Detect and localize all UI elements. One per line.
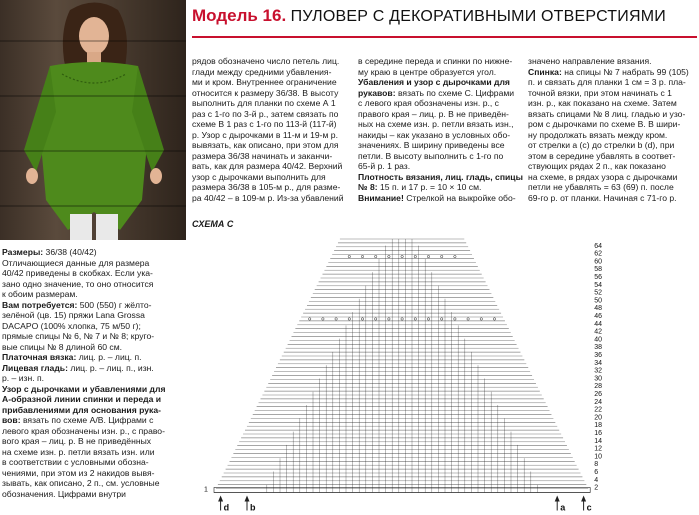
text-run: значениях. В ширину приведены все: [358, 140, 505, 150]
eyelet-mark: [401, 255, 403, 257]
row-number-label: 64: [594, 242, 602, 250]
text-run: на схеме, в рядах узора с дырочками: [528, 171, 678, 182]
row-number-label: 62: [594, 250, 602, 258]
eyelet-mark: [348, 255, 350, 257]
bold-term: вов:: [2, 415, 21, 425]
text-run: р. – изн. п.: [2, 373, 45, 383]
row-number-label: 20: [594, 414, 602, 422]
text-line: [528, 56, 698, 67]
text-run: вязать по схеме С. Цифрами: [395, 87, 515, 98]
right-text-column-a: [358, 56, 524, 203]
eyelet-mark: [309, 318, 311, 320]
text-run: ну продолжать вязать между кром.: [528, 129, 668, 140]
text-line: [2, 489, 192, 500]
text-line: [358, 77, 524, 88]
eyelet-mark: [427, 318, 429, 320]
text-line: [2, 447, 192, 458]
eyelet-mark: [454, 318, 456, 320]
text-line: [2, 247, 192, 258]
text-line: [358, 98, 524, 109]
text-run: с левого края обозначены изн. р., с: [358, 98, 499, 108]
eyelet-mark: [467, 318, 469, 320]
text-line: [528, 151, 698, 162]
eyelet-mark: [348, 318, 350, 320]
row-number-label: 40: [594, 336, 602, 344]
text-run: му краю в центре образуется угол.: [358, 66, 497, 77]
arrow-marker: [245, 496, 250, 502]
bold-term: рукавов:: [358, 87, 396, 98]
eyelet-mark: [375, 255, 377, 257]
text-line: [2, 352, 192, 363]
text-line: относится к размеру 36/38. В высоту: [192, 87, 339, 98]
text-line: узор с дырочками выполнить для: [192, 171, 326, 182]
text-run: точной вязки, при этом начинать с 1: [528, 87, 672, 98]
text-run: вязать по схеме А/В. Цифрами с: [20, 415, 154, 425]
text-run: вязать спицами № 8 лиц. гладью и узо-: [528, 108, 686, 119]
text-line: [2, 405, 192, 416]
row-number-label: 1: [204, 486, 208, 494]
text-line: [528, 182, 698, 193]
text-run: петли не убавлять = 63 (69) п. после: [528, 182, 674, 192]
row-number-label: 6: [594, 469, 599, 476]
bold-term: Лицевая гладь:: [2, 362, 68, 373]
arrow-label-b: b: [250, 502, 256, 513]
text-line: р. Узор с дырочками в 11-м и 19-м р.: [192, 129, 338, 140]
row-number-label: 36: [594, 352, 602, 359]
text-line: [528, 98, 698, 109]
eyelet-mark: [361, 318, 363, 320]
text-run: на схеме изн. р. петли вязать изн. или: [2, 446, 155, 457]
eyelet-mark: [414, 318, 416, 320]
text-line: ми и кром. Внутреннее ограничение: [192, 77, 337, 87]
text-line: вывязать, как описано, при этом для: [192, 140, 339, 150]
text-run: 500 (550) г жёлто-: [77, 299, 152, 310]
text-line: [2, 331, 192, 342]
row-number-label: 12: [594, 445, 602, 453]
arrow-label-a: a: [560, 502, 566, 513]
row-number-label: 56: [594, 274, 602, 281]
text-run: в середине переда и спинки по нижне-: [358, 56, 513, 66]
row-number-label: 30: [594, 375, 602, 383]
row-number-label: 2: [594, 484, 599, 492]
text-line: рядов обозначено число петель лиц.: [192, 56, 340, 66]
text-run: правого края – лиц. р. В не приведён-: [358, 108, 509, 119]
row-number-label: 46: [594, 313, 602, 320]
row-number-label: 54: [594, 281, 602, 289]
text-run: в соответствии с условными обозна-: [2, 457, 149, 467]
text-line: схеме В 1 раз с 1-го по 113-й (117-й): [192, 119, 337, 129]
row-number-label: 48: [594, 305, 602, 313]
text-line: [2, 384, 192, 395]
text-run: ствующих рядах 2 п., как показано: [528, 161, 666, 171]
right-text-column-b: [528, 56, 698, 203]
text-run: чениями, при этом из 2 накидов вывя-: [2, 467, 155, 478]
text-line: размера 36/38 начинать и заканчи-: [192, 150, 333, 161]
eyelet-mark: [388, 318, 390, 320]
text-line: [2, 457, 192, 468]
middle-text-column: [192, 56, 352, 203]
text-line: [358, 193, 524, 204]
eyelet-mark: [401, 318, 403, 320]
text-line: [2, 258, 192, 269]
text-line: [358, 119, 524, 130]
text-line: вать, как для размера 40/42. Верхний: [192, 161, 343, 171]
eyelet-mark: [335, 318, 337, 320]
row-number-label: 22: [594, 406, 602, 414]
row-number-label: 38: [594, 344, 602, 352]
bold-term: Внимание!: [358, 192, 404, 203]
text-line: [358, 56, 524, 67]
arrow-marker: [218, 496, 223, 502]
eyelet-mark: [493, 318, 495, 320]
arrow-label-d: d: [223, 502, 230, 513]
eyelet-mark: [375, 318, 377, 320]
text-line: [2, 289, 192, 300]
text-line: [2, 394, 192, 405]
bold-term: Плотность вязания, лиц. гладь, спицы: [358, 171, 523, 182]
text-line: [358, 88, 524, 99]
text-run: от стрелки a (c) до стрелки b (d), при: [528, 140, 675, 150]
row-number-label: 28: [594, 383, 602, 391]
bold-term: Узор с дырочками и убавлениями для: [2, 383, 166, 394]
text-line: [528, 119, 698, 130]
row-number-label: 16: [594, 430, 602, 437]
text-run: на спицы № 7 набрать 99 (105): [561, 66, 689, 77]
text-line: [358, 109, 524, 120]
eyelet-mark: [361, 255, 363, 257]
row-number-label: 52: [594, 289, 602, 297]
text-line: [528, 77, 698, 88]
text-run: Отличающиеся данные для размера: [2, 257, 150, 268]
bold-term: Размеры:: [2, 247, 44, 257]
text-run: к обоим размерам.: [2, 289, 78, 299]
arrow-label-c: c: [586, 502, 592, 513]
eyelet-mark: [414, 255, 416, 257]
text-line: [528, 130, 698, 141]
text-run: 36/38 (40/42): [43, 247, 97, 257]
text-run: лиц. р. – лиц. п.: [76, 352, 142, 362]
text-line: [2, 436, 192, 447]
text-run: зелёной (цв. 15) пряжи Lana Grossa: [2, 310, 145, 320]
row-number-label: 34: [594, 359, 602, 367]
text-line: [528, 172, 698, 183]
text-run: ром с дырочками по схеме В. В шири-: [528, 119, 681, 129]
page-header: [192, 6, 697, 38]
text-line: [2, 342, 192, 353]
text-run: 40/42 приведены в скобках. Если ука-: [2, 268, 153, 278]
arrow-marker: [555, 496, 560, 502]
model-illustration: [0, 0, 186, 240]
text-line: [358, 161, 524, 172]
arrow-marker: [581, 496, 586, 502]
text-run: зано одно значение, то оно относится: [2, 278, 154, 289]
text-run: 69-го р. от планки. Начиная с 71-го р.: [528, 192, 677, 203]
text-line: [2, 268, 192, 279]
text-line: выполнить для планки по схеме А 1: [192, 98, 336, 108]
row-number-label: 44: [594, 320, 602, 328]
row-number-label: 32: [594, 367, 602, 375]
text-run: левого края обозначены изн. р., с право-: [2, 425, 165, 436]
text-run: DACAPO (100% хлопка, 75 м/50 г);: [2, 320, 141, 331]
text-line: раз с 1-го по 3-й р., затем связать по: [192, 108, 339, 119]
bold-term: № 8:: [358, 182, 378, 192]
row-number-label: 18: [594, 422, 602, 430]
row-number-label: 26: [594, 391, 602, 398]
row-number-label: 8: [594, 461, 599, 469]
text-line: [2, 363, 192, 374]
text-line: [358, 151, 524, 162]
eyelet-mark: [388, 255, 390, 257]
text-line: [2, 279, 192, 290]
text-run: 15 п. и 17 р. = 10 × 10 см.: [377, 182, 482, 192]
text-line: [528, 88, 698, 99]
model-number: Модель 16.: [192, 6, 287, 25]
text-line: [2, 468, 192, 479]
text-run: этом в середине убавлять в соответ-: [528, 150, 676, 161]
bold-term: Вам потребуется:: [2, 299, 78, 310]
text-run: прямые спицы № 6, № 7 и № 8; круго-: [2, 331, 155, 341]
text-line: глади между средними убавления-: [192, 66, 332, 77]
row-number-label: 4: [594, 476, 599, 484]
text-run: обозначения. Цифрами внутри: [2, 488, 126, 499]
text-line: [528, 109, 698, 120]
text-run: Стрелкой на выкройке обо-: [403, 192, 516, 203]
text-run: ных на схеме изн. р. петли вязать изн.,: [358, 119, 514, 129]
text-line: [358, 172, 524, 183]
bold-term: Платочная вязка:: [2, 352, 77, 362]
eyelet-mark: [454, 255, 456, 257]
bold-term: Убавления и узор с дырочками для: [358, 77, 510, 87]
knitting-chart-c: [204, 228, 696, 515]
row-number-label: 60: [594, 258, 602, 266]
text-line: ра 40/42 – в 109-м р. Из-за убавлений: [192, 192, 344, 203]
text-line: [358, 130, 524, 141]
bold-term: прибавлениями для основания рука-: [2, 404, 161, 415]
schema-title: СХЕМА С: [192, 219, 234, 229]
text-line: [528, 193, 698, 204]
row-number-label: 10: [594, 453, 602, 461]
text-line: [2, 415, 192, 426]
text-line: [528, 140, 698, 151]
bold-term: Спинка:: [528, 66, 562, 77]
text-line: [2, 478, 192, 489]
row-number-label: 58: [594, 266, 602, 274]
text-run: лиц. р. – лиц. п., изн.: [67, 362, 154, 373]
text-line: [528, 161, 698, 172]
row-number-label: 24: [594, 398, 602, 406]
text-line: [2, 373, 192, 384]
text-run: 65-й р. 1 раз.: [358, 161, 411, 171]
text-line: [528, 67, 698, 78]
text-run: п. и связать для планки 1 см = 3 р. пла-: [528, 77, 686, 87]
text-line: [358, 67, 524, 78]
text-line: размера 36/38 в 105-м р., для разме-: [192, 182, 341, 192]
text-run: накиды – как указано в условных обо-: [358, 129, 511, 140]
text-line: [2, 321, 192, 332]
eyelet-mark: [441, 318, 443, 320]
row-number-label: 42: [594, 328, 602, 336]
text-run: значено направление вязания.: [528, 56, 652, 66]
text-run: вые спицы № 8 длиной 60 см.: [2, 341, 123, 352]
eyelet-mark: [441, 255, 443, 257]
text-line: [2, 300, 192, 311]
model-photo: [0, 0, 186, 240]
text-line: [2, 310, 192, 321]
text-run: зывать, как описано, 2 п., см. условные: [2, 478, 160, 488]
row-number-label: 14: [594, 437, 602, 445]
page-title: ПУЛОВЕР С ДЕКОРАТИВНЫМИ ОТВЕРСТИЯМИ: [290, 8, 666, 25]
text-run: петли. В высоту выполнить с 1-го по: [358, 150, 504, 161]
bold-term: А-образной линии спинки и переда и: [2, 394, 162, 404]
text-run: изн. р., как показано на схеме. Затем: [528, 98, 677, 108]
left-text-column: [2, 247, 192, 499]
text-run: вого края – лиц. р. В не приведённых: [2, 436, 152, 446]
text-line: [358, 140, 524, 151]
eyelet-mark: [480, 318, 482, 320]
text-line: [358, 182, 524, 193]
eyelet-mark: [322, 318, 324, 320]
row-number-label: 50: [594, 297, 602, 305]
text-line: [2, 426, 192, 437]
border-rows: [214, 488, 590, 493]
eyelet-mark: [427, 255, 429, 257]
